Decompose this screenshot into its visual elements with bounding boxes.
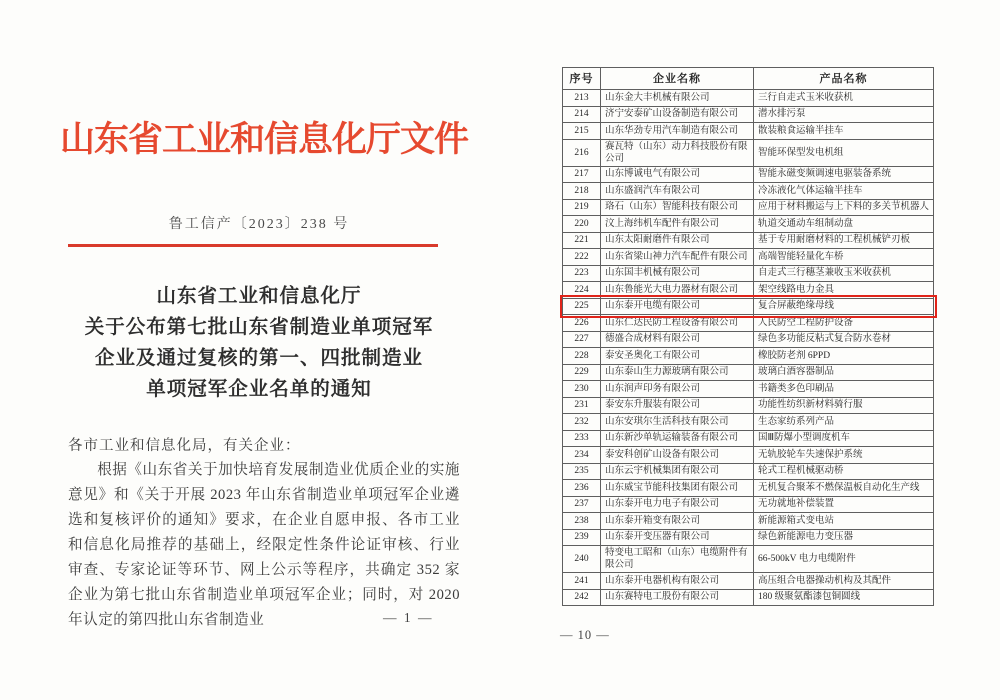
cell-company-name: 山东泰开电缆有限公司 [601,298,754,315]
table-row [563,216,934,233]
cell-product-name: 生态家纺系列产品 [754,414,934,431]
cell-serial-number: 237 [563,496,601,513]
notice-title-line: 企业及通过复核的第一、四批制造业 [94,348,423,369]
cell-company-name: 汶上海纬机车配件有限公司 [601,216,754,233]
page-number-right: — 10 — [560,628,610,642]
cell-product-name: 无轨胶轮车失速保护系统 [754,447,934,464]
cell-product-name: 三行自走式玉米收获机 [754,90,934,107]
cell-serial-number: 235 [563,463,601,480]
cell-product-name: 新能源箱式变电站 [754,513,934,530]
cell-company-name: 山东仁达民防工程设备有限公司 [601,315,754,332]
cell-serial-number: 220 [563,216,601,233]
cell-company-name: 山东金大丰机械有限公司 [601,90,754,107]
cell-serial-number: 217 [563,166,601,183]
cell-serial-number: 227 [563,331,601,348]
table-header-row [563,68,934,90]
cell-serial-number: 228 [563,348,601,365]
cell-product-name: 高压组合电器操动机构及其配件 [754,573,934,590]
cell-company-name: 山东泰开电力电子有限公司 [601,496,754,513]
body-paragraph: 根据《山东省关于加快培育发展制造业优质企业的实施意见》和《关于开展 2023 年山东省制造业单项冠军企业遴选和复核评价的通知》要求，在企业自愿申报、各市工业和信息化局推荐的基础上，经限定性条件论证审核、行业审查、专家论证等环节、网上公示等程序，共确定 352 家企业为第七批山东省制造业单项冠军企业；同时，对 2020 年认定的第四批山东省制造业 [68,462,460,628]
table-row [563,589,934,606]
table-row [563,348,934,365]
cell-serial-number: 225 [563,298,601,315]
header-product-name: 产品名称 [754,68,934,90]
table-row [563,430,934,447]
notice-title-line: 单项冠军企业名单的通知 [146,379,372,400]
cell-company-name: 泰安圣奥化工有限公司 [601,348,754,365]
cell-company-name: 山东盛润汽车有限公司 [601,183,754,200]
table-row [563,315,934,332]
table-row [563,183,934,200]
table-row [563,331,934,348]
cell-company-name: 山东博诚电气有限公司 [601,166,754,183]
table-row [563,414,934,431]
cell-company-name: 德盛合成材料有限公司 [601,331,754,348]
table-row [563,573,934,590]
cell-product-name: 无机复合聚苯不燃保温板自动化生产线 [754,480,934,497]
cell-product-name: 绿色新能源电力变压器 [754,529,934,546]
cell-serial-number: 214 [563,106,601,123]
cell-serial-number: 231 [563,397,601,414]
red-divider-rule [68,244,438,247]
cell-company-name: 特变电工昭和（山东）电缆附件有限公司 [601,546,754,573]
cell-product-name: 智能永磁变频调速电驱装备系统 [754,166,934,183]
champion-companies-table [562,67,934,606]
cell-serial-number: 215 [563,123,601,140]
table-row [563,249,934,266]
cell-company-name: 山东云宇机械集团有限公司 [601,463,754,480]
cell-product-name: 轮式工程机械驱动桥 [754,463,934,480]
table-row [563,546,934,573]
cell-product-name: 冷冻液化气体运输半挂车 [754,183,934,200]
cell-company-name: 泰安科创矿山设备有限公司 [601,447,754,464]
cell-product-name: 自走式三行穗茎兼收玉米收获机 [754,265,934,282]
cell-product-name: 180 级聚氨酯漆包铜圆线 [754,589,934,606]
cell-serial-number: 240 [563,546,601,573]
header-serial-number: 序号 [563,68,601,90]
cell-product-name: 智能环保型发电机组 [754,139,934,166]
cell-serial-number: 219 [563,199,601,216]
cell-company-name: 山东泰开箱变有限公司 [601,513,754,530]
cell-product-name: 架空线路电力金具 [754,282,934,299]
cell-company-name: 山东国丰机械有限公司 [601,265,754,282]
cell-product-name: 无功就地补偿装置 [754,496,934,513]
cell-serial-number: 229 [563,364,601,381]
cell-serial-number: 236 [563,480,601,497]
table-row [563,166,934,183]
cell-company-name: 山东泰开电器机构有限公司 [601,573,754,590]
cell-serial-number: 222 [563,249,601,266]
table-row [563,480,934,497]
cell-product-name: 玻璃白酒容器制品 [754,364,934,381]
header-company-name: 企业名称 [601,68,754,90]
cell-serial-number: 213 [563,90,601,107]
table-row [563,381,934,398]
cell-serial-number: 234 [563,447,601,464]
document-number: 鲁工信产〔2023〕238 号 [168,217,350,232]
cell-product-name: 散装粮食运输半挂车 [754,123,934,140]
notice-title-line: 山东省工业和信息化厅 [156,286,362,307]
cell-product-name: 66-500kV 电力电缆附件 [754,546,934,573]
cell-company-name: 山东泰山生力源玻璃有限公司 [601,364,754,381]
cell-serial-number: 242 [563,589,601,606]
cell-company-name: 泰安东升服装有限公司 [601,397,754,414]
cell-serial-number: 241 [563,573,601,590]
cell-company-name: 山东太阳耐磨件有限公司 [601,232,754,249]
table-row [563,397,934,414]
cell-serial-number: 239 [563,529,601,546]
cell-company-name: 济宁安泰矿山设备制造有限公司 [601,106,754,123]
table-row-highlighted [563,298,934,315]
cell-company-name: 山东华劲专用汽车制造有限公司 [601,123,754,140]
notice-title [60,281,458,405]
cell-serial-number: 232 [563,414,601,431]
cell-company-name: 山东新沙单轨运输装备有限公司 [601,430,754,447]
cell-serial-number: 233 [563,430,601,447]
cell-company-name: 山东鲁能光大电力器材有限公司 [601,282,754,299]
cell-product-name: 轨道交通动车组制动盘 [754,216,934,233]
left-page [60,0,469,700]
cell-product-name: 绿色多功能反粘式复合防水卷材 [754,331,934,348]
cell-company-name: 山东威宝节能科技集团有限公司 [601,480,754,497]
cell-company-name: 山东安琪尔生活科技有限公司 [601,414,754,431]
table-body [563,90,934,606]
cell-product-name: 橡胶防老剂 6PPD [754,348,934,365]
cell-company-name: 山东省梁山神力汽车配件有限公司 [601,249,754,266]
table-row [563,364,934,381]
cell-serial-number: 238 [563,513,601,530]
cell-company-name: 珞石（山东）智能科技有限公司 [601,199,754,216]
table-row [563,106,934,123]
cell-serial-number: 226 [563,315,601,332]
right-page [555,0,955,700]
notice-title-line: 关于公布第七批山东省制造业单项冠军 [84,317,434,338]
table-row [563,513,934,530]
cell-company-name: 赛瓦特（山东）动力科技股份有限公司 [601,139,754,166]
page-number-left: — 1 — [383,610,434,625]
cell-serial-number: 216 [563,139,601,166]
cell-product-name: 功能性纺织新材料骑行服 [754,397,934,414]
cell-serial-number: 223 [563,265,601,282]
cell-product-name: 人民防空工程防护设备 [754,315,934,332]
salutation: 各市工业和信息化局，有关企业： [68,438,301,454]
cell-serial-number: 218 [563,183,601,200]
table-row [563,139,934,166]
cell-product-name: 应用于材料搬运与上下料的多关节机器人 [754,199,934,216]
cell-serial-number: 224 [563,282,601,299]
cell-product-name: 潜水排污泵 [754,106,934,123]
table-row [563,123,934,140]
table-row [563,447,934,464]
table-row [563,199,934,216]
cell-company-name: 山东赛特电工股份有限公司 [601,589,754,606]
table-row [563,496,934,513]
cell-product-name: 复合屏蔽绝缘母线 [754,298,934,315]
cell-product-name: 国Ⅲ防爆小型调度机车 [754,430,934,447]
cell-product-name: 高端智能轻量化车桥 [754,249,934,266]
cell-company-name: 山东泰开变压器有限公司 [601,529,754,546]
cell-serial-number: 221 [563,232,601,249]
cell-product-name: 基于专用耐磨材料的工程机械铲刃板 [754,232,934,249]
letterhead-title: 山东省工业和信息化厅文件 [60,120,469,159]
cell-serial-number: 230 [563,381,601,398]
cell-product-name: 书籍类多色印刷品 [754,381,934,398]
table-row [563,282,934,299]
table-row [563,265,934,282]
table-row [563,463,934,480]
table-row [563,529,934,546]
table-row [563,90,934,107]
cell-company-name: 山东润声印务有限公司 [601,381,754,398]
table-row [563,232,934,249]
